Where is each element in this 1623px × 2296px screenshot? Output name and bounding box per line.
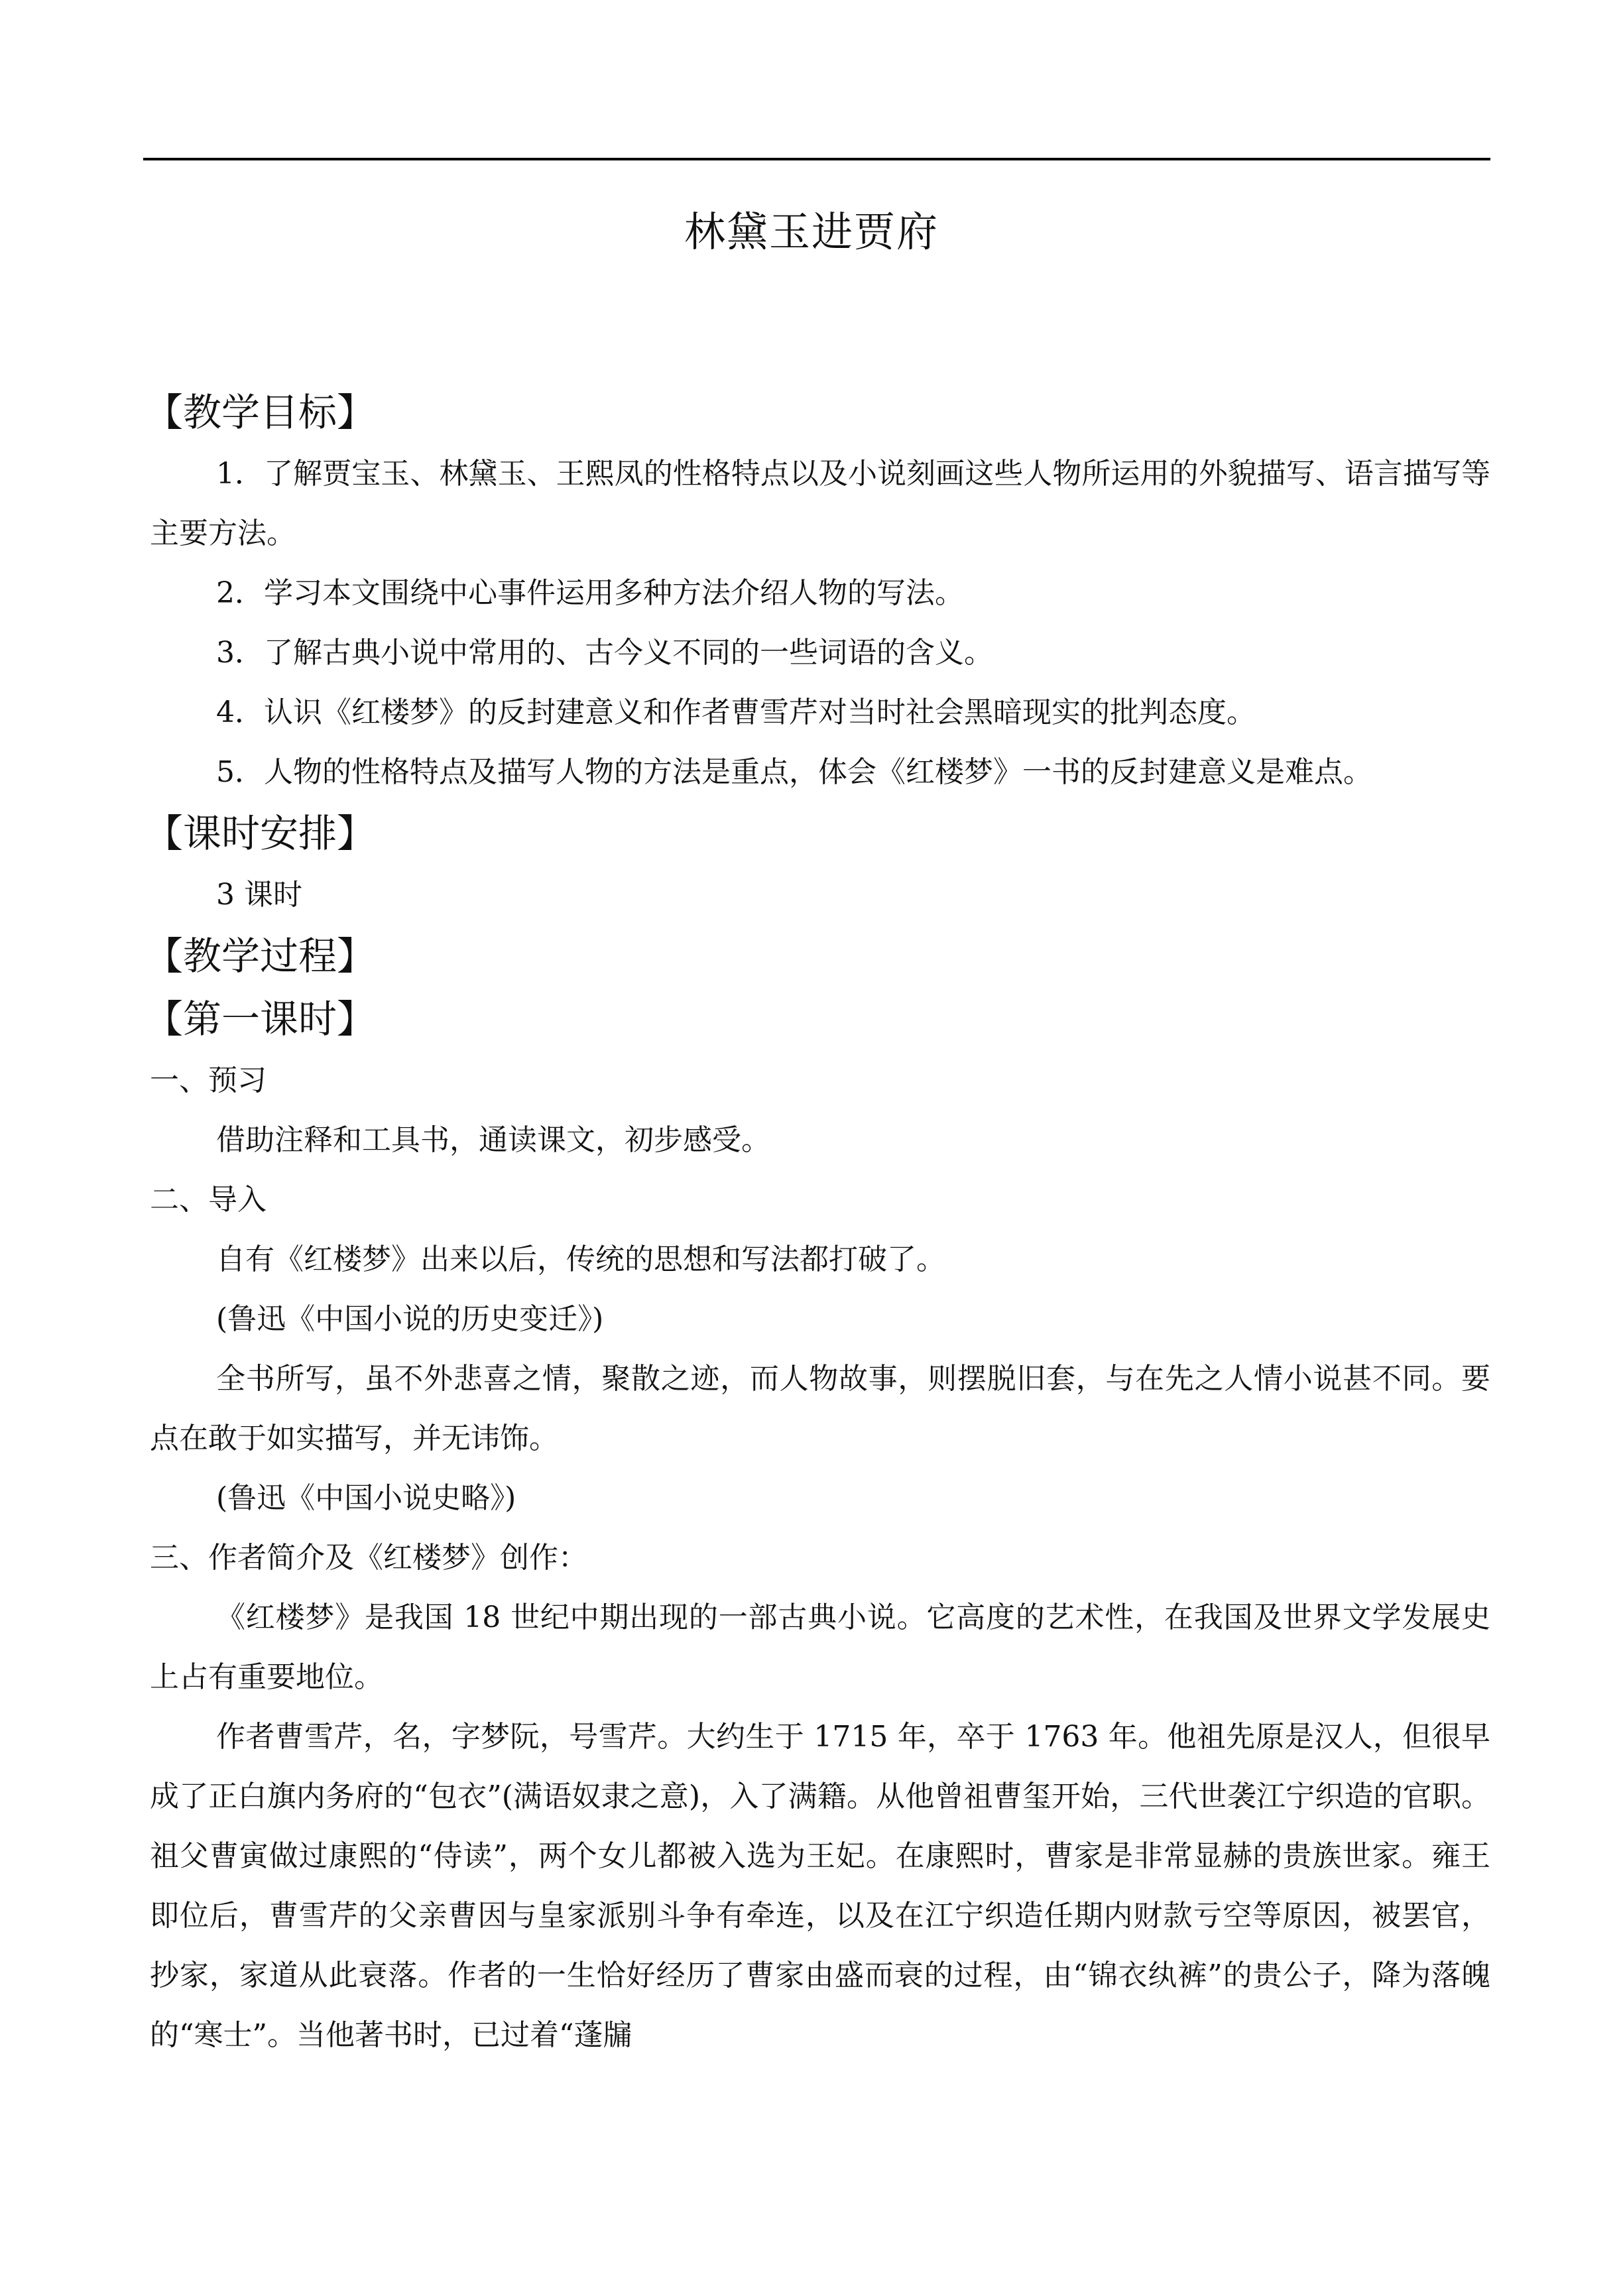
objective-item: 3．了解古典小说中常用的、古今义不同的一些词语的含义。	[216, 636, 993, 670]
document-body	[145, 381, 1490, 2065]
author-paragraph: 《红楼梦》是我国 18 世纪中期出现的一部古典小说。它高度的艺术性，在我国及世界文学发展史上占有重要地位。	[150, 1601, 1490, 1694]
intro-source: (鲁迅《中国小说的历史变迁》)	[216, 1302, 604, 1336]
preview-section-title: 一、预习	[150, 1063, 267, 1097]
objective-item: 1．了解贾宝玉、林黛玉、王熙凤的性格特点以及小说刻画这些人物所运用的外貌描写、语言描写等主要方法。	[150, 457, 1490, 550]
schedule-text: 3 课时	[216, 878, 302, 912]
objective-item: 2．学习本文围绕中心事件运用多种方法介绍人物的写法。	[216, 576, 964, 610]
intro-quote: 自有《红楼梦》出来以后，传统的思想和写法都打破了。	[216, 1242, 945, 1276]
objective-item: 5．人物的性格特点及描写人物的方法是重点，体会《红楼梦》一书的反封建意义是难点。	[216, 755, 1372, 789]
schedule-heading: 【课时安排】	[145, 811, 376, 856]
preview-text: 借助注释和工具书，通读课文，初步感受。	[216, 1123, 770, 1157]
header-rule	[143, 158, 1490, 160]
page-title: 林黛玉进贾府	[684, 208, 939, 256]
process-heading: 【教学过程】	[145, 934, 376, 979]
intro-quote: 全书所写，虽不外悲喜之情，聚散之迹，而人物故事，则摆脱旧套，与在先之人情小说甚不同。要点在敢于如实描写，并无讳饰。	[150, 1362, 1490, 1455]
intro-source: (鲁迅《中国小说史略》)	[216, 1481, 516, 1515]
objective-item: 4．认识《红楼梦》的反封建意义和作者曹雪芹对当时社会黑暗现实的批判态度。	[216, 695, 1256, 729]
lesson1-heading: 【第一课时】	[145, 997, 376, 1042]
objectives-heading: 【教学目标】	[145, 390, 376, 435]
intro-section-title: 二、导入	[150, 1183, 267, 1217]
author-paragraph: 作者曹雪芹，名，字梦阮，号雪芹。大约生于 1715 年，卒于 1763 年。他祖先原是汉人，但很早成了正白旗内务府的“包衣”(满语奴隶之意)，入了满籍。从他曾祖曹玺开始，三代世袭江宁织造的官职。祖父曹寅做过康熙的“侍读”，两个女儿都被入选为王妃。在康熙时，曹家是非常显赫的贵族世家。雍王即位后，曹雪芹的父亲曹因与皇家派别斗争有牵连，以及在江宁织造任期内财款亏空等原因，被罢官，抄家，家道从此衰落。作者的一生恰好经历了曹家由盛而衰的过程，由“锦衣纨裤”的贵公子，降为落魄的“寒士”。当他著书时，已过着“蓬牖	[150, 1720, 1490, 2052]
author-section-title: 三、作者简介及《红楼梦》创作：	[150, 1541, 587, 1575]
